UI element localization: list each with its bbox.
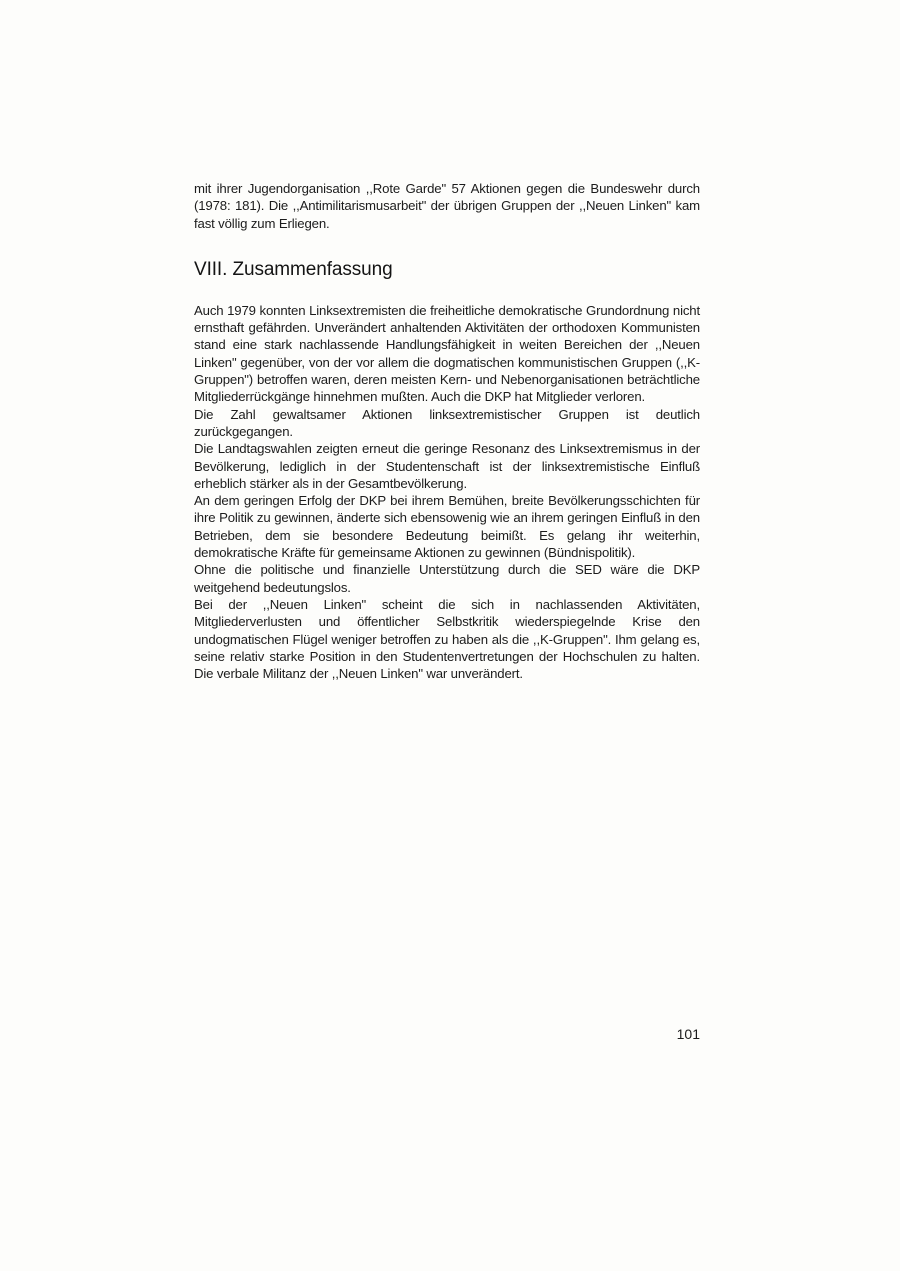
summary-paragraph-4: An dem geringen Erfolg der DKP bei ihrem Bemühen, breite Bevölkerungsschichten für ihre Politik zu gewinnen, änderte sich ebensowenig wie an ihrem geringen Einfluß in den Betrieben, dem sie besondere Bedeutung beimißt. Es gelang ihr weiterhin, demokratische Kräfte für gemeinsame Aktionen zu gewinnen (Bündnispolitik). — [194, 493, 700, 561]
intro-paragraph: mit ihrer Jugendorganisation ,,Rote Garde" 57 Aktionen gegen die Bundeswehr durch (1978: 181). Die ,,Antimilitarismusarbeit" der übrigen Gruppen der ,,Neuen Linken" kam fast völlig zum Erliegen. — [194, 181, 700, 231]
section-heading: VIII. Zusammenfassung — [194, 258, 393, 280]
summary-paragraph-5: Ohne die politische und finanzielle Unterstützung durch die SED wäre die DKP weitgehend bedeutungslos. — [194, 562, 700, 595]
text-column — [194, 180, 700, 682]
page-number: 101 — [676, 1026, 700, 1042]
summary-paragraph-6: Bei der ,,Neuen Linken" scheint die sich in nachlassenden Aktivitäten, Mitgliederverlusten und öffentlicher Selbstkritik wiederspiegelnde Krise den undogmatischen Flügel weniger betroffen zu haben als die ,,K-Gruppen". Ihm gelang es, seine relativ starke Position in den Studentenvertretungen der Hochschulen zu halten. Die verbale Militanz der ,,Neuen Linken" war unverändert. — [194, 596, 700, 682]
summary-paragraph-2: Die Zahl gewaltsamer Aktionen linksextremistischer Gruppen ist deutlich zurückgegangen. — [194, 406, 700, 439]
summary-paragraph-3: Die Landtagswahlen zeigten erneut die geringe Resonanz des Linksextremismus in der Bevölkerung, lediglich in der Studentenschaft ist der linksextremistische Einfluß erheblich stärker als in der Gesamtbevölkerung. — [194, 441, 700, 491]
summary-paragraph-1: Auch 1979 konnten Linksextremisten die freiheitliche demokratische Grundordnung nicht ernsthaft gefährden. Unverändert anhaltenden Aktivitäten der orthodoxen Kommunisten stand eine stark nachlassende Handlungsfähigkeit in weiten Bereichen der ,,Neuen Linken" gegenüber, von der vor allem die dogmatischen kommunistischen Gruppen (,,K-Gruppen") betroffen waren, deren meisten Kern- und Nebenorganisationen beträchtliche Mitgliederrückgänge hinnehmen mußten. Auch die DKP hat Mitglieder verloren. — [194, 302, 700, 405]
